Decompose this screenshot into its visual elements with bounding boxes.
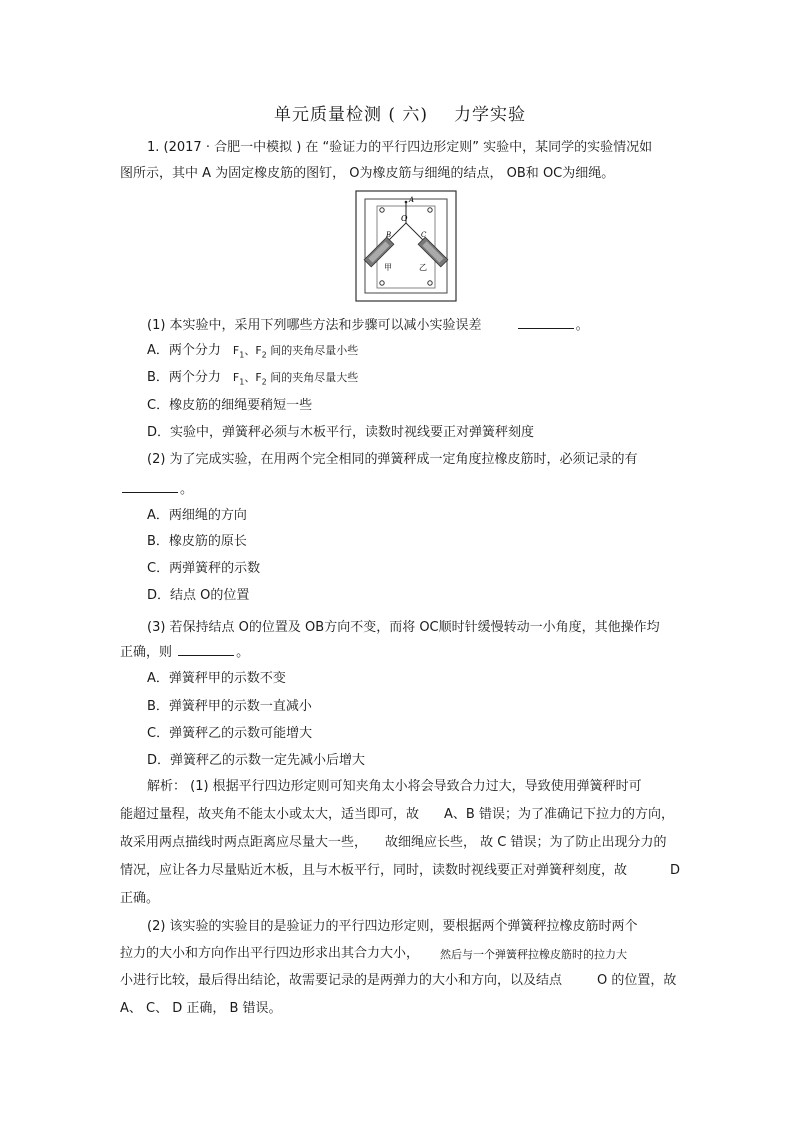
part1-option-a[interactable]: A．两个分力 $F_1$、$F_2$ 间的夹角尽量小些 <box>147 343 359 360</box>
answer-blank-3[interactable] <box>178 643 234 656</box>
q1-intro-line2: 图所示，其中 A 为固定橡皮筋的图钉， O为橡皮筋与细绳的结点， OB和 OC为细绳。 <box>120 166 615 181</box>
answer-blank-2[interactable] <box>122 480 178 493</box>
part2-answer-line: 。 <box>120 480 193 499</box>
analysis-line1: 解析： (1) 根据平行四边形定则可知夹角太小将会导致合力过大，导致使用弹簧秤时可 <box>147 779 642 794</box>
label-yi: 乙 <box>419 263 427 272</box>
analysis-line5: 正确。 <box>120 891 160 906</box>
part2-option-a[interactable]: A．两细绳的方向 <box>147 508 247 523</box>
analysis-line7a: 拉力的大小和方向作出平行四边形求出其合力大小， <box>120 946 420 961</box>
title-main: 单元质量检测 ( 六) <box>273 105 429 125</box>
experiment-figure <box>355 190 457 302</box>
q1-intro-line1: 1. (2017 · 合肥一中模拟 ) 在 “验证力的平行四边形定则” 实验中，某同学的实验情况如 <box>147 140 653 155</box>
label-a: A <box>409 196 415 204</box>
part3-option-b[interactable]: B．弹簧秤甲的示数一直减小 <box>147 699 312 714</box>
label-jia: 甲 <box>384 263 392 272</box>
part2-option-d[interactable]: D．结点 O的位置 <box>147 588 250 603</box>
title-topic: 力学实验 <box>454 105 527 125</box>
analysis-line8a: 小进行比较，最后得出结论，故需要记录的是两弹力的大小和方向，以及结点 <box>120 973 563 988</box>
part1-option-c[interactable]: C．橡皮筋的细绳要稍短一些 <box>147 398 313 413</box>
analysis-line3a: 故采用两点描线时两点距离应尽量大一些， <box>120 835 368 850</box>
part1-option-d[interactable]: D．实验中，弹簧秤必须与木板平行，读数时视线要正对弹簧秤刻度 <box>147 425 535 440</box>
analysis-line7b: 然后与一个弹簧秤拉橡皮筋时的拉力大 <box>440 948 627 961</box>
part3-stem: (3) 若保持结点 O的位置及 OB方向不变，而将 OC顺时针缓慢转动一小角度，其他操作均 <box>147 620 660 635</box>
analysis-line2b: A、B 错误；为了准确记下拉力的方向， <box>444 807 674 822</box>
part3-option-c[interactable]: C．弹簧秤乙的示数可能增大 <box>147 726 313 741</box>
analysis-line2a: 能超过量程，故夹角不能太小或太大，适当即可，故 <box>120 807 420 822</box>
part2-option-b[interactable]: B．橡皮筋的原长 <box>147 534 247 549</box>
part1-stem: (1) 本实验中，采用下列哪些方法和步骤可以减小实验误差 。 <box>147 318 589 333</box>
part2-stem: (2) 为了完成实验，在用两个完全相同的弹簧秤成一定角度拉橡皮筋时，必须记录的有 <box>147 452 638 467</box>
part1-option-b[interactable]: B．两个分力 $F_1$、$F_2$ 间的夹角尽量大些 <box>147 370 359 387</box>
part3-stem2: 正确，则 。 <box>120 645 250 660</box>
analysis-line3b: 故细绳应长些， 故 C 错误；为了防止出现分力的 <box>385 835 667 850</box>
analysis-line4a: 情况，应让各力尽量贴近木板，且与木板平行，同时，读数时视线要正对弹簧秤刻度，故 <box>120 863 628 878</box>
label-b: B <box>386 231 392 239</box>
page-title <box>0 100 800 125</box>
analysis-line9: A、 C、 D 正确， B 错误。 <box>120 1001 282 1016</box>
label-o: O <box>401 214 408 223</box>
pin-a <box>405 201 408 204</box>
answer-blank-1[interactable] <box>518 316 574 329</box>
part3-option-d[interactable]: D．弹簧秤乙的示数一定先减小后增大 <box>147 753 366 768</box>
analysis-line4b: D <box>670 863 681 878</box>
part2-option-c[interactable]: C．两弹簧秤的示数 <box>147 561 261 576</box>
analysis-line8b: O 的位置，故 <box>597 973 677 988</box>
analysis-line6: (2) 该实验的实验目的是验证力的平行四边形定则，要根据两个弹簧秤拉橡皮筋时两个 <box>147 919 638 934</box>
part3-option-a[interactable]: A．弹簧秤甲的示数不变 <box>147 671 286 686</box>
label-c: C <box>421 231 427 239</box>
